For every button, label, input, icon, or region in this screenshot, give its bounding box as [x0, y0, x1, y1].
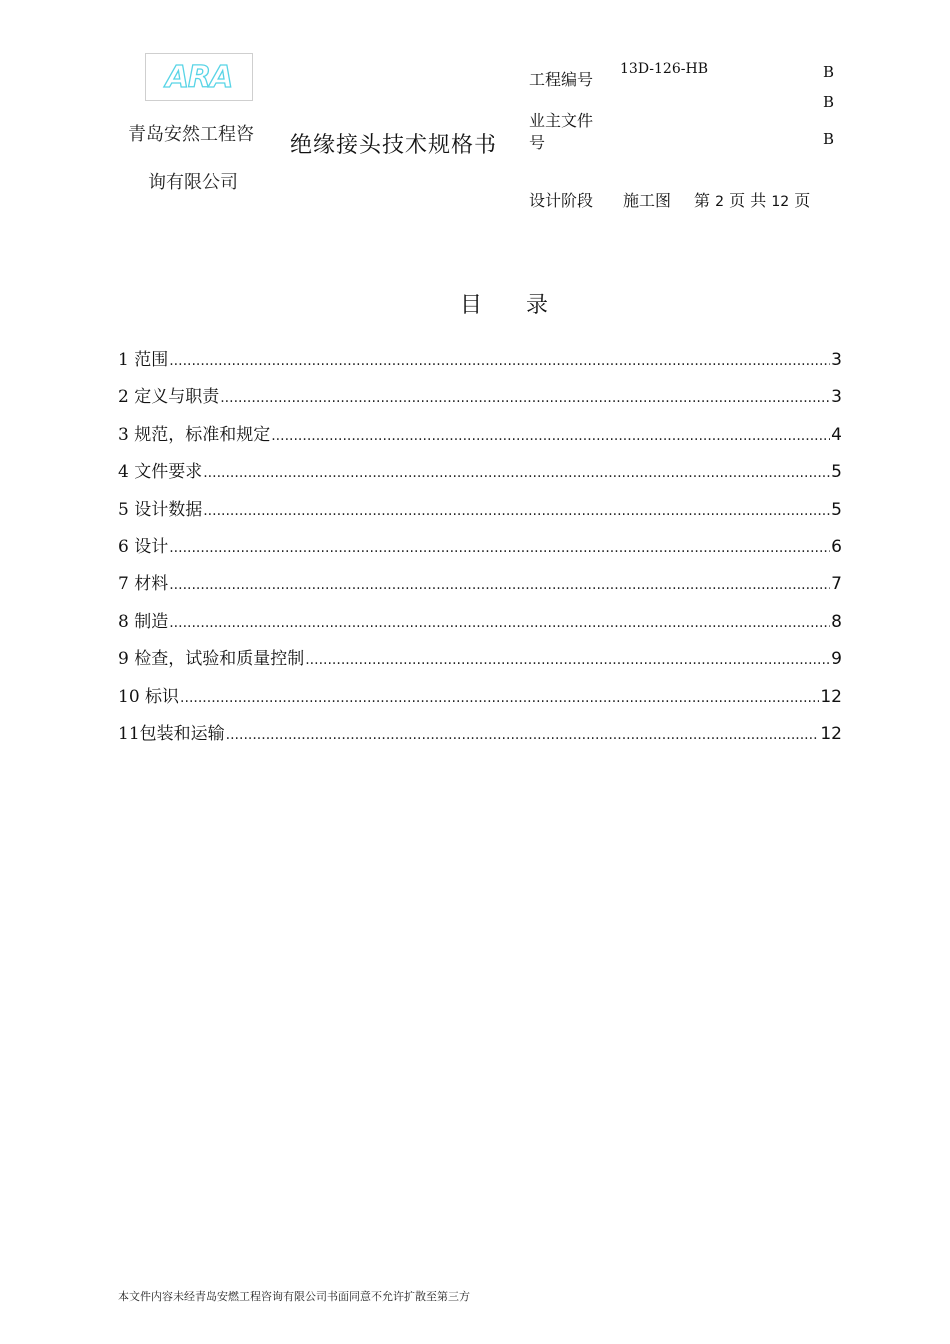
toc-item-title: 5 设计数据: [118, 499, 203, 520]
toc-item-title: 3 规范，标准和规定: [118, 424, 271, 445]
toc-leader-dots: [271, 422, 830, 450]
toc-item-packing[interactable]: [118, 720, 842, 757]
company-logo: [145, 53, 253, 101]
toc-item-design-data[interactable]: [118, 496, 842, 533]
toc-item-page: 5: [831, 462, 842, 483]
toc-item-title: 10 标识: [118, 686, 180, 707]
toc-item-title: 1 范围: [118, 350, 169, 370]
toc-item-page: 12: [820, 723, 842, 744]
toc-item-page: 7: [831, 574, 842, 595]
toc-heading: [0, 288, 950, 319]
project-no-label: 工程编号: [529, 70, 594, 89]
toc-item-definitions[interactable]: [118, 383, 842, 420]
owner-doc-label-line2: 号: [529, 133, 546, 152]
logo-text: ARA: [165, 60, 233, 95]
toc-item-page: 9: [831, 649, 842, 670]
toc-leader-dots: [203, 497, 830, 525]
design-stage-value: 施工图: [623, 191, 672, 210]
page-middle: 页 共: [729, 191, 767, 210]
toc-item-standards[interactable]: [118, 421, 842, 458]
toc-item-title: 7 材料: [118, 574, 169, 595]
toc-item-scope[interactable]: [118, 346, 842, 383]
toc-leader-dots: [169, 609, 830, 637]
page-indicator: [694, 188, 810, 211]
toc-item-title: 4 文件要求: [118, 462, 203, 483]
company-name-line1: 青岛安然工程咨: [128, 124, 254, 145]
revision-1: B: [823, 63, 835, 81]
revision-2: B: [823, 93, 835, 111]
page-current: 2: [715, 194, 725, 210]
project-no-value: 13D-126-HB: [620, 61, 708, 77]
page-prefix: 第: [694, 191, 711, 210]
toc-leader-dots: [180, 684, 819, 712]
page-suffix: 页: [794, 191, 811, 210]
toc-leader-dots: [203, 459, 830, 487]
toc-item-page: 6: [831, 536, 842, 557]
toc-item-title: 9 检查，试验和质量控制: [118, 649, 305, 670]
toc-item-page: 3: [831, 350, 842, 370]
toc-heading-left: 目: [459, 293, 482, 318]
toc-item-marking[interactable]: [118, 683, 842, 720]
toc-item-manufacturing[interactable]: [118, 608, 842, 645]
toc-item-page: 5: [831, 499, 842, 520]
toc-item-design[interactable]: [118, 533, 842, 570]
document-title: 绝缘接头技术规格书: [290, 133, 498, 158]
toc-heading-right: 录: [526, 293, 549, 318]
toc-item-page: 12: [820, 686, 842, 707]
toc-item-title: 2 定义与职责: [118, 387, 220, 408]
owner-doc-label-line1: 业主文件: [529, 111, 594, 130]
toc-list: [118, 346, 842, 757]
toc-item-title: 8 制造: [118, 611, 169, 632]
toc-leader-dots: [169, 571, 830, 599]
design-stage-label: 设计阶段: [529, 191, 594, 210]
revision-3: B: [823, 130, 835, 148]
toc-item-page: 4: [831, 424, 842, 445]
toc-item-title: 11包装和运输: [118, 723, 225, 744]
toc-leader-dots: [169, 347, 830, 375]
confidentiality-footer: 本文件内容未经青岛安燃工程咨询有限公司书面同意不允许扩散至第三方: [118, 1290, 470, 1303]
company-name-line2: 询有限公司: [148, 172, 238, 193]
toc-leader-dots: [226, 721, 820, 749]
toc-item-documents[interactable]: [118, 458, 842, 495]
toc-leader-dots: [169, 534, 830, 562]
toc-item-page: 3: [831, 387, 842, 408]
page-total: 12: [771, 194, 790, 210]
toc-leader-dots: [220, 384, 830, 412]
toc-item-inspection[interactable]: [118, 645, 842, 682]
toc-item-materials[interactable]: [118, 570, 842, 607]
toc-item-title: 6 设计: [118, 536, 169, 557]
toc-leader-dots: [305, 646, 830, 674]
toc-item-page: 8: [831, 611, 842, 632]
